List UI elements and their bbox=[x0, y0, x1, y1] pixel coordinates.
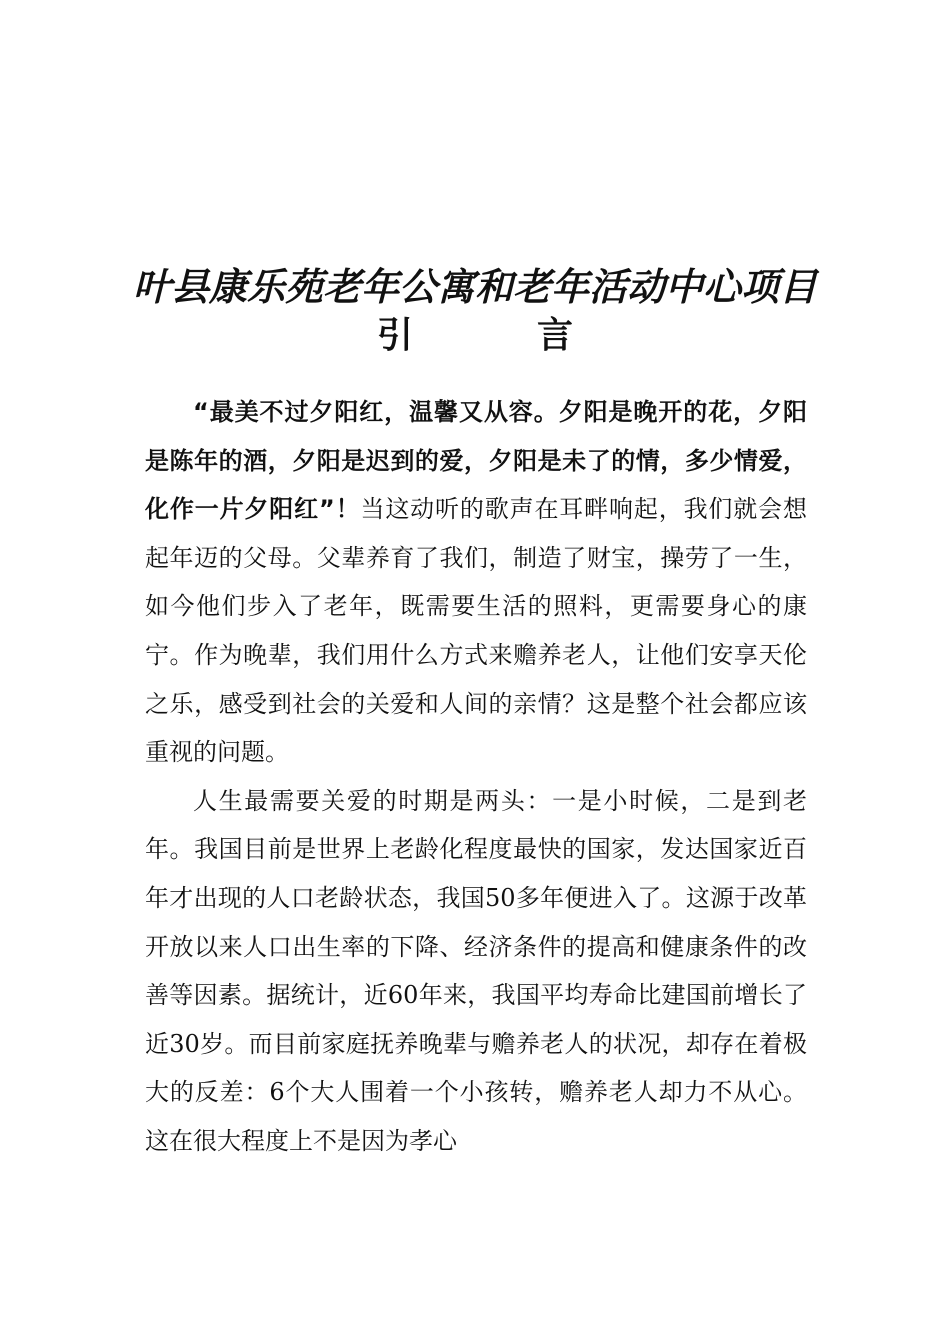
paragraph-1 bbox=[145, 388, 807, 777]
section-title: 引 言 bbox=[376, 315, 617, 356]
document-body bbox=[145, 388, 807, 1166]
paragraph-2: 人生最需要关爱的时期是两头：一是小时候，二是到老年。我国目前是世界上老龄化程度最快的国家，发达国家近百年才出现的人口老龄状态，我国50多年便进入了。这源于改革开放以来人口出生率的下降、经济条件的提高和健康条件的改善等因素。据统计，近60年来，我国平均寿命比建国前增长了近30岁。而目前家庭抚养晚辈与赡养老人的状况，却存在着极大的反差：6个大人围着一个小孩转，赡养老人却力不从心。这在很大程度上不是因为孝心 bbox=[145, 786, 807, 1155]
document-title: 叶县康乐苑老年公寓和老年活动中心项目 bbox=[132, 265, 817, 309]
song-lyric-quote: “最美不过夕阳红，温馨又从容。夕阳是晚开的花，夕阳是陈年的酒，夕阳是迟到的爱，夕阳是未了的情，多少情爱，化作一片夕阳红”！ bbox=[145, 398, 807, 524]
paragraph-1-text: 当这动听的歌声在耳畔响起，我们就会想起年迈的父母。父辈养育了我们，制造了财宝，操劳了一生，如今他们步入了老年，既需要生活的照料，更需要身心的康宁。作为晚辈，我们用什么方式来赡养老人，让他们安享天伦之乐，感受到社会的关爱和人间的亲情？这是整个社会都应该重视的问题。 bbox=[145, 495, 807, 767]
